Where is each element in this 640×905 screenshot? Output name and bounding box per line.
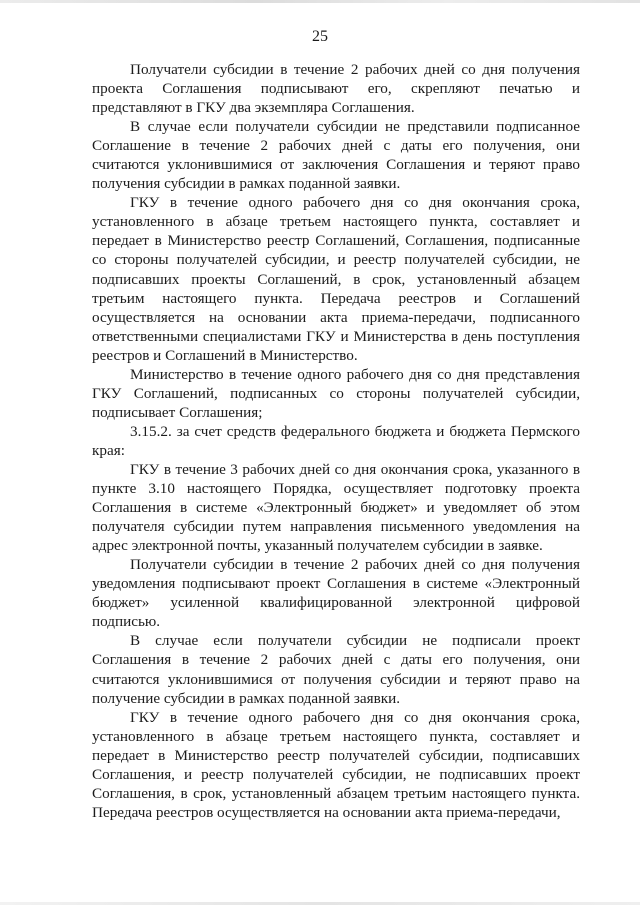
paragraph-8: В случае если получатели субсидии не подписали проект Соглашения в течение 2 рабочих дней с даты его получения, они считаются уклонившимися от получения субсидии и теряют право на получение субсидии в рамках поданной заявки. bbox=[92, 632, 580, 707]
document-body bbox=[92, 60, 580, 822]
paragraph-7: Получатели субсидии в течение 2 рабочих дней со дня получения уведомления подписывают проект Соглашения в системе «Электронный бюджет» усиленной квалифицированной электронной цифровой подписью. bbox=[92, 556, 580, 631]
paragraph-5: 3.15.2. за счет средств федерального бюджета и бюджета Пермского края: bbox=[92, 422, 580, 459]
scan-top-edge bbox=[0, 0, 640, 3]
paragraph-9: ГКУ в течение одного рабочего дня со дня окончания срока, установленного в абзаце третьем настоящего пункта, составляет и передает в Министерство реестр получателей субсидии, подписавших Соглашения, и реестр получателей субсидии, не подписавших проект Соглашения, в срок, установленный абзацем третьим настоящего пункта. Передача реестров осуществляется на основании акта приема-передачи, bbox=[92, 708, 580, 821]
paragraph-1: Получатели субсидии в течение 2 рабочих дней со дня получения проекта Соглашения подписывают его, скрепляют печатью и представляют в ГКУ два экземпляра Соглашения. bbox=[92, 61, 580, 117]
paragraph-6: ГКУ в течение 3 рабочих дней со дня окончания срока, указанного в пункте 3.10 настоящего Порядка, осуществляет подготовку проекта Соглашения в системе «Электронный бюджет» и уведомляет об этом получателя субсидии путем направления письменного уведомления на адрес электронной почты, указанный получателем субсидии в заявке. bbox=[92, 460, 580, 555]
paragraph-4: Министерство в течение одного рабочего дня со дня представления ГКУ Соглашений, подписанных со стороны получателей субсидии, подписывает Соглашения; bbox=[92, 365, 580, 421]
paragraph-3: ГКУ в течение одного рабочего дня со дня окончания срока, установленного в абзаце третьем настоящего пункта, составляет и передает в Министерство реестр Соглашений, Соглашения, подписанные со стороны получателей субсидии, и реестр получателей субсидии, не подписавших проекты Соглашений, в срок, установленный абзацем третьим настоящего пункта. Передача реестров и Соглашений осуществляется на основании акта приема-передачи, подписанного ответственными специалистами ГКУ и Министерства в день поступления реестров и Соглашений в Министерство. bbox=[92, 194, 580, 364]
paragraph-2: В случае если получатели субсидии не представили подписанное Соглашение в течение 2 рабочих дней с даты его получения, они считаются уклонившимися от заключения Соглашения и теряют право получения субсидии в рамках поданной заявки. bbox=[92, 118, 580, 193]
page-number: 25 bbox=[312, 28, 328, 45]
